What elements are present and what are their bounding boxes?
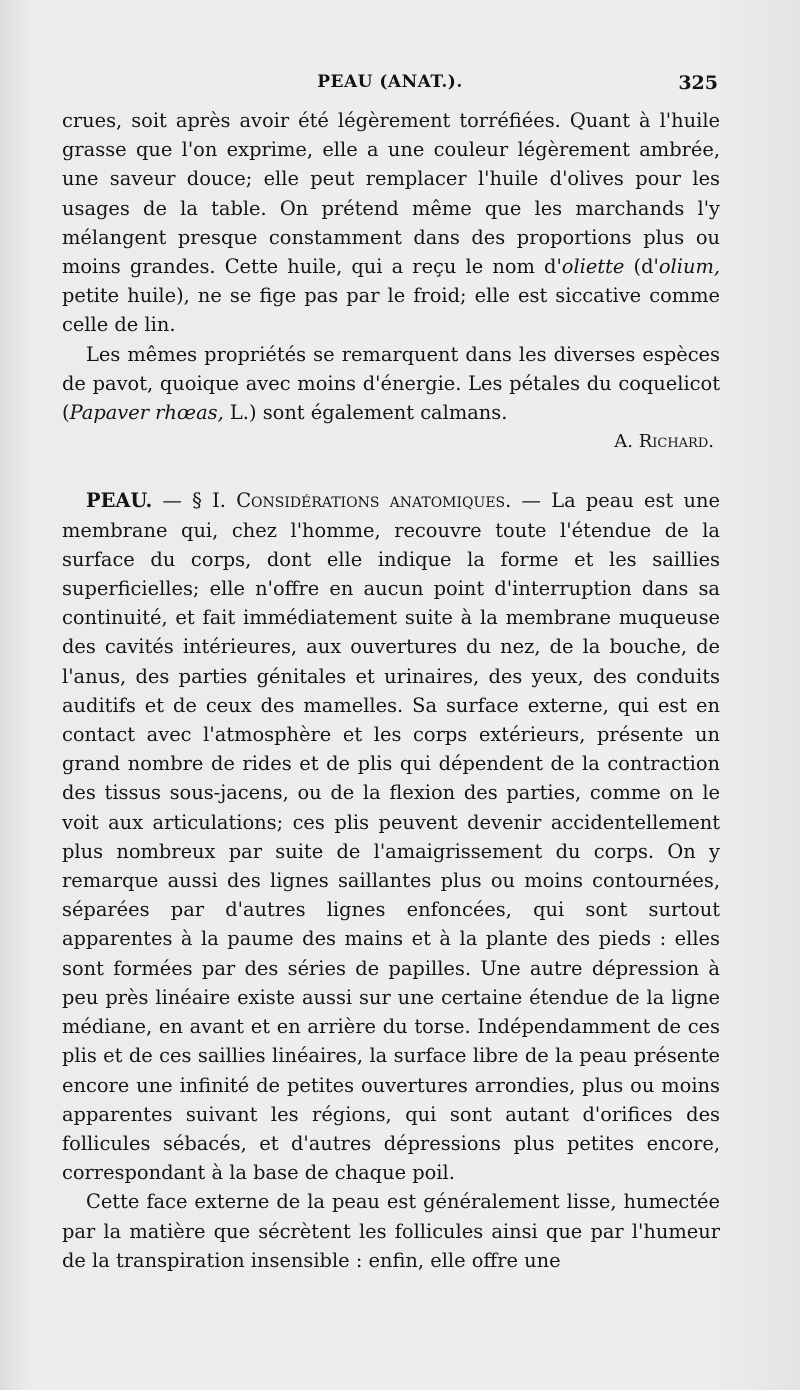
page-number: 325 <box>678 72 718 94</box>
italic-term: oliette <box>561 255 625 279</box>
paragraph-text: L.) sont également calmans. <box>223 401 508 425</box>
author-signature: A. Richard. <box>614 431 714 453</box>
page-header <box>62 72 718 102</box>
paragraph-text: La peau est une membrane qui, chez l'homme, recouvre toute l'étendue de la surface du corps, dont elle indique la forme et les saillies superficielles; elle n'offre en aucun point d'interruption dans sa continuité, et fait immédiatement suite à la membrane muqueuse des cavités intérieures, aux ouvertures du nez, de la bouche, de l'anus, des parties génitales et urinaires, des yeux, des conduits auditifs et de ceux des mamelles. Sa surface externe, qui est en contact avec l'atmosphère et les corps extérieurs, présente un grand nombre de rides et de plis qui dépendent de la contraction des tissus sous-jacens, ou de la flexion des parties, comme on le voit aux articulations; ces plis peuvent devenir accidentellement plus nombreux par suite de l'amaigrissement du corps. On y remarque aussi des lignes saillantes plus ou moins contournées, séparées par d'autres lignes enfoncées, qui sont surtout apparentes à la paume des mains et à la plante des pieds : elles sont formées par des séries de papilles. Une autre dépression à peu près linéaire existe aussi sur une certaine étendue de la ligne médiane, en avant et en arrière du torse. Indépendamment de ces plis et de ces saillies linéaires, la surface libre de la peau présente encore une infinité de petites ouvertures arrondies, plus ou moins apparentes suivant les régions, qui sont autant d'orifices des follicules sébacés, et d'autres dépressions plus petites encore, correspondant à la base de chaque poil. <box>62 489 720 1185</box>
paragraph-peau-intro <box>62 486 720 1187</box>
entry-word: PEAU. <box>86 489 153 513</box>
paragraph-text: petite huile), ne se fige pas par le froid; elle est siccative comme celle de lin. <box>62 284 720 337</box>
italic-term: olium, <box>658 255 720 279</box>
paragraph-oliette <box>62 106 720 340</box>
italic-term: Papaver rhœas, <box>69 401 224 425</box>
entry-gap <box>62 456 720 486</box>
paragraph-face-externe: Cette face externe de la peau est généralement lisse, humectée par la matière que sécrètent les follicules ainsi que par l'humeur de la transpiration insensible : enfin, elle offre une <box>62 1190 720 1272</box>
paragraph-pavot <box>62 340 720 428</box>
paragraph-text: (d' <box>624 255 659 279</box>
running-head: PEAU (ANAT.). <box>317 72 463 92</box>
page-text <box>62 106 720 1275</box>
paragraph-text: crues, soit après avoir été légèrement torréfiées. Quant à l'huile grasse que l'on exprime, elle a une couleur légèrement ambrée, une saveur douce; elle peut remplacer l'huile d'olives pour les usages de la table. On prétend même que les marchands l'y mélangent presque constamment dans des proportions plus ou moins grandes. Cette huile, qui a reçu le nom d' <box>62 109 720 279</box>
paragraph-text: Les mêmes propriétés se remarquent dans les diverses espèces de pavot, quoique avec moins d'énergie. Les pétales du coquelicot ( <box>62 342 720 425</box>
section-heading: — § I. Considérations anatomiques. — <box>152 489 552 513</box>
